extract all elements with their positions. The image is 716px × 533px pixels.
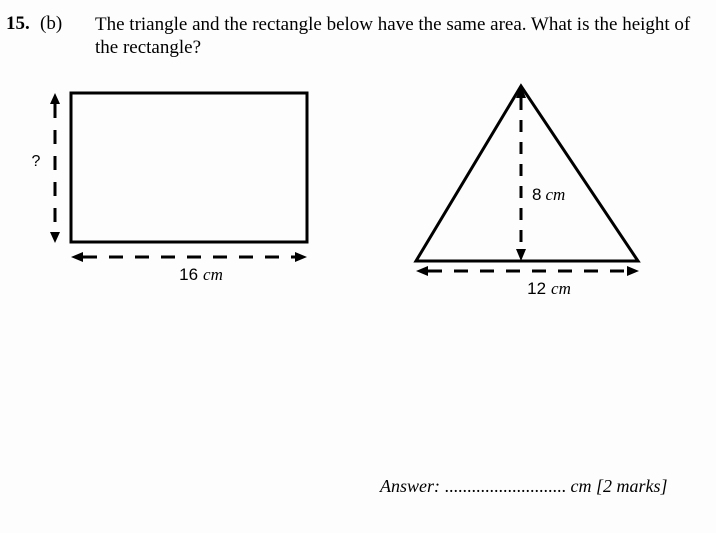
triangle-height-unit: cm [545,185,566,204]
rectangle-shape [71,93,307,242]
triangle-base-value: 12 [527,279,547,298]
question-text: The triangle and the rectangle below have the same area. What is the height of the rectangle? [95,14,691,58]
triangle-base-label [527,279,571,298]
rectangle-height-label: ? [31,153,41,170]
rectangle-width-label [179,265,223,284]
question-number: 15. [6,13,30,34]
answer-label: Answer: [380,476,440,496]
triangle-height-arrow [516,86,526,261]
answer-blank: ........................... [444,476,566,496]
triangle-shape [416,86,638,261]
rectangle-width-value: 16 [179,265,199,284]
question-part: (b) [40,13,63,34]
rectangle-width-unit: cm [203,265,223,284]
rectangle-height-arrow [50,93,60,243]
triangle-height-label [532,185,565,204]
triangle-height-value: 8 [532,185,542,204]
triangle-base-unit: cm [551,279,571,298]
triangle-base-arrow [416,266,639,276]
answer-unit-marks: cm [2 marks] [570,476,668,496]
rectangle-width-arrow [71,252,307,262]
answer-line [380,476,668,497]
